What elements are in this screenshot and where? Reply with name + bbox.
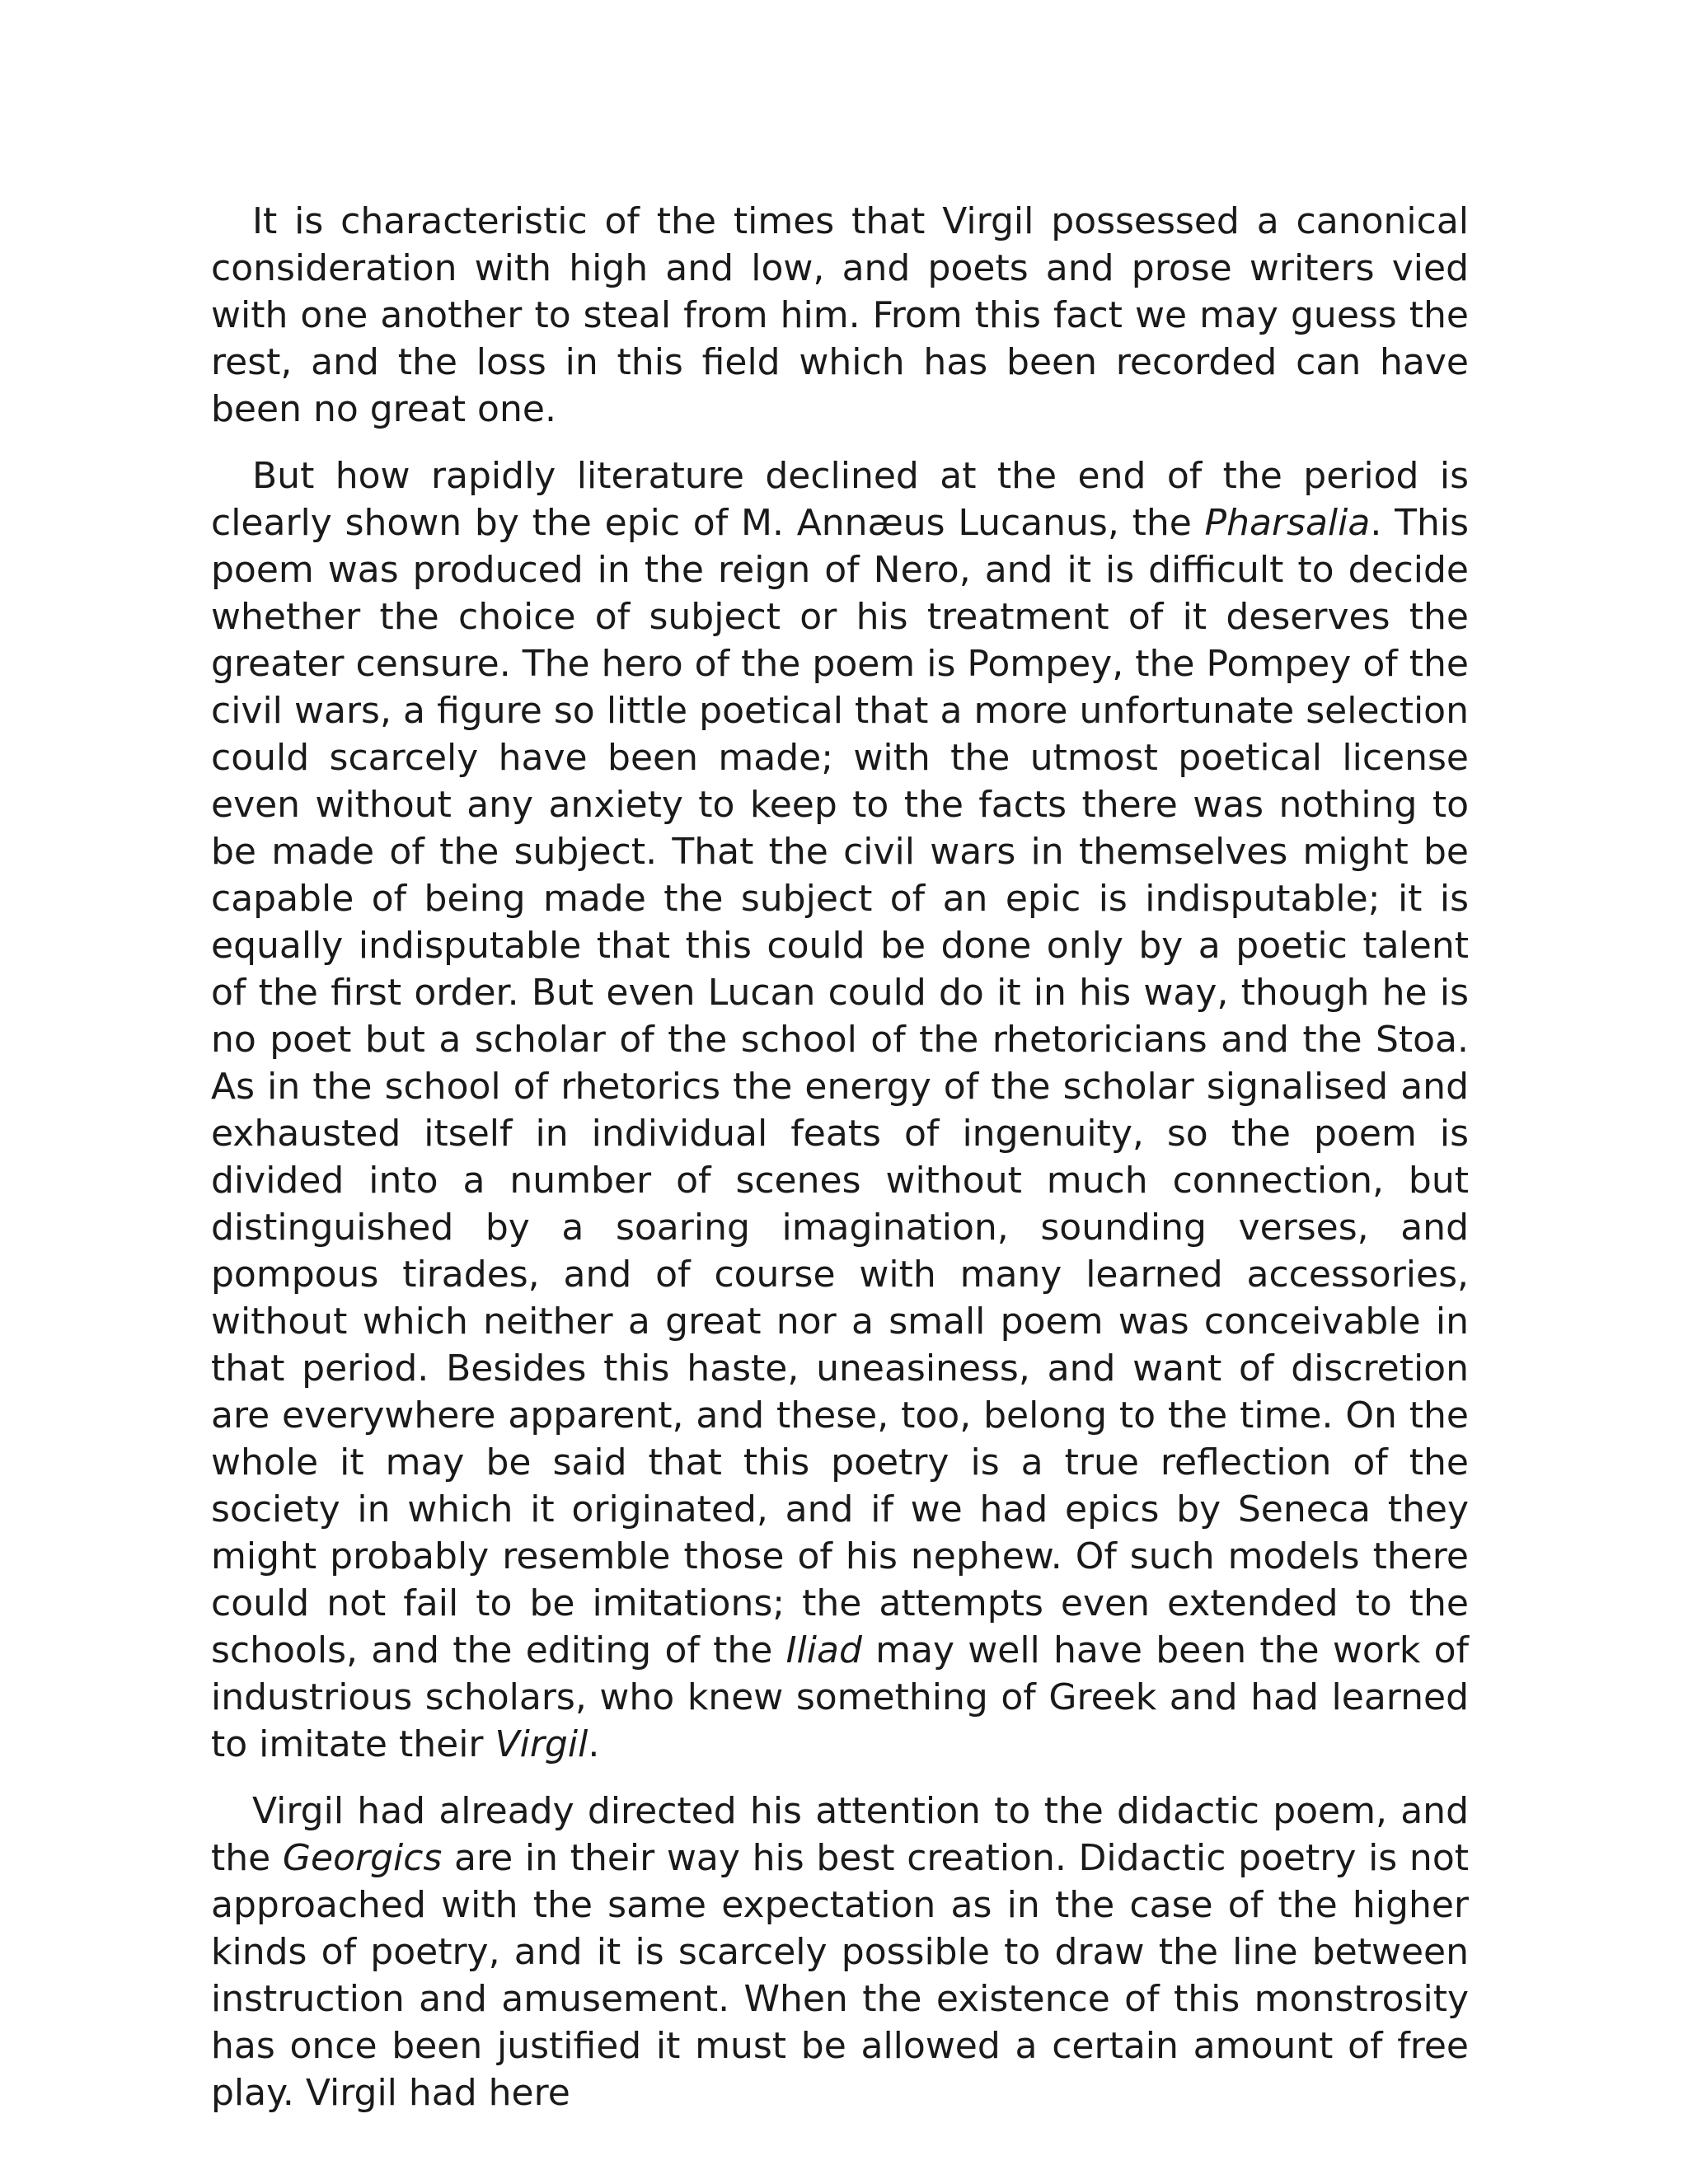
paragraph-3: [211, 1788, 1469, 2116]
text-run: It is characteristic of the times that Virgil possessed a canonical consideration with high and low, and poets and prose writers vied with one another to steal from him. From this fact we may guess the rest, and the loss in this field which has been recorded can have been no great one.: [211, 200, 1469, 430]
paragraph-1: [211, 198, 1469, 433]
italic-title-pharsalia: Pharsalia: [1204, 502, 1371, 544]
text-run: . This poem was produced in the reign of Nero, and it is difficult to decide whether the choice of subject or his treatment of it deserves the greater censure. The hero of the poem is Pompey, the Pompey of the civil wars, a figure so little poetical that a more unfortunate selection could scarcely have been made; with the utmost poetical license even without any anxiety to keep to the facts there was nothing to be made of the subject. That the civil wars in themselves might be capable of being made the subject of an epic is indisputable; it is equally indisputable that this could be done only by a poetic talent of the first order. But even Lucan could do it in his way, though he is no poet but a scholar of the school of the rhetoricians and the Stoa. As in the school of rhetorics the energy of the scholar signalised and exhausted itself in individual feats of ingenuity, so the poem is divided into a number of scenes without much connection, but distinguished by a soaring imagination, sounding verses, and pompous tirades, and of course with many learned accessories, without which neither a great nor a small poem was conceivable in that period. Besides this haste, uneasiness, and want of discretion are everywhere apparent, and these, too, belong to the time. On the whole it may be said that this poetry is a true reflection of the society in which it originated, and if we had epics by Seneca they might probably resemble those of his nephew. Of such models there could not fail to be imitations; the attempts even extended to the schools, and the editing of the: [211, 502, 1469, 1671]
text-run: Virgil had already directed his attention to the didactic poem, and the: [211, 1790, 1469, 1879]
paragraph-2: [211, 452, 1469, 1768]
italic-title-iliad: Iliad: [785, 1629, 862, 1671]
text-run: may well have been the work of industrious scholars, who knew something of Greek and had learned to imitate their: [211, 1629, 1469, 1765]
text-run: But how rapidly literature declined at the end of the period is clearly shown by the epic of M. Annæus Lucanus, the: [211, 455, 1469, 544]
italic-title-georgics: Georgics: [282, 1837, 443, 1879]
italic-title-virgil: Virgil: [495, 1723, 588, 1765]
text-run: are in their way his best creation. Didactic poetry is not approached with the same expectation as in the case of the higher kinds of poetry, and it is scarcely possible to draw the line between instruction and amusement. When the existence of this monstrosity has once been justified it must be allowed a certain amount of free play. Virgil had here: [211, 1837, 1469, 2114]
body-text: [211, 198, 1469, 2136]
text-run: .: [588, 1723, 600, 1765]
